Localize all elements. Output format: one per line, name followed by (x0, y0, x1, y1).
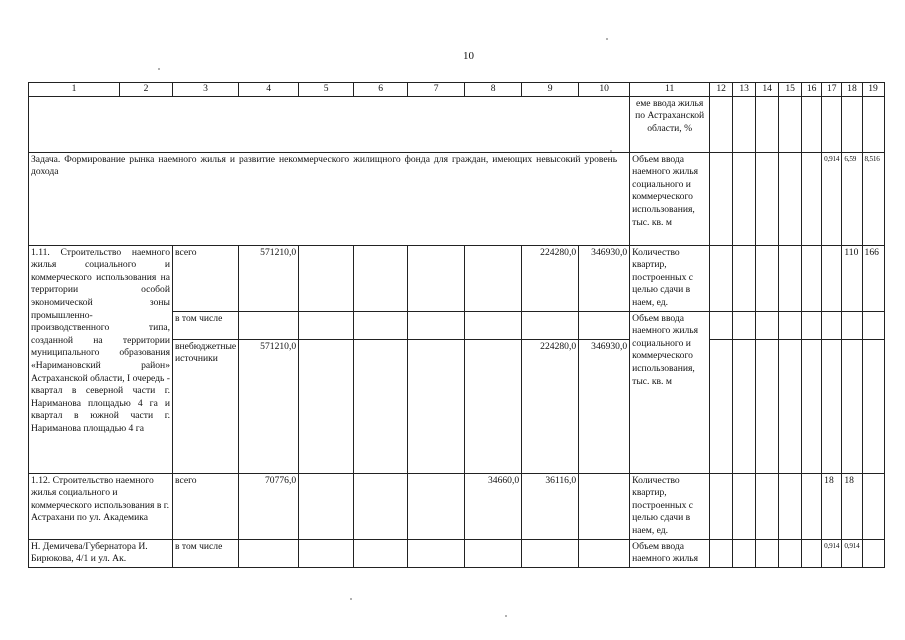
empty-cell (408, 473, 465, 539)
task-text: Задача. Формирование рынка наемного жилья и развитие некоммерческого жилищного фонда для граждан, имеющих невысокий уровень дохода (29, 152, 630, 245)
item-1-12-ind1-col18: 18 (842, 473, 862, 539)
item-1-11-indicator-2: Объем ввода наемного жилья социального и коммерческого использования, тыс. кв. м (630, 311, 710, 473)
empty-cell (862, 339, 884, 473)
empty-cell (408, 339, 465, 473)
col-number: 18 (842, 83, 862, 97)
empty-cell (822, 311, 842, 339)
empty-cell (779, 311, 802, 339)
item-1-12-total-col8: 34660,0 (465, 473, 522, 539)
task-value-18: 6,59 (842, 152, 862, 245)
item-1-11-extra-col4: 571210,0 (239, 339, 299, 473)
empty-cell (779, 339, 802, 473)
empty-cell (779, 245, 802, 311)
item-1-11-ind1-col19: 166 (862, 245, 884, 311)
empty-cell (408, 311, 465, 339)
empty-cell (756, 245, 779, 311)
empty-cell (862, 539, 884, 567)
col-number: 15 (779, 83, 802, 97)
empty-cell (733, 96, 756, 152)
empty-cell (710, 339, 733, 473)
item-1-12-incl-row (29, 539, 885, 567)
item-1-12-name: 1.12. Строительство наемного жилья социального и коммерческого использования в г. Астрахани по ул. Академика (29, 473, 173, 539)
empty-cell (299, 245, 354, 311)
empty-cell (299, 339, 354, 473)
empty-cell (756, 339, 779, 473)
empty-cell (710, 539, 733, 567)
item-1-11-total-col10: 346930,0 (579, 245, 630, 311)
col-number: 17 (822, 83, 842, 97)
col-number: 8 (465, 83, 522, 97)
empty-cell (465, 539, 522, 567)
empty-cell (354, 311, 408, 339)
empty-cell (710, 473, 733, 539)
empty-cell (408, 245, 465, 311)
item-1-12-source-total: всего (173, 473, 239, 539)
item-1-12-name-cont: Н. Демичева/Губернатора И. Бирюкова, 4/1 и ул. Ак. (29, 539, 173, 567)
empty-cell (842, 96, 862, 152)
empty-cell (239, 539, 299, 567)
empty-cell (802, 339, 822, 473)
empty-cell (354, 539, 408, 567)
item-1-12-ind1-col17: 18 (822, 473, 842, 539)
empty-cell (822, 339, 842, 473)
item-1-12-indicator-1: Количество квартир, построенных с целью сдачи в наем, ед. (630, 473, 710, 539)
empty-cell (579, 473, 630, 539)
item-1-12-ind2-col18: 0,914 (842, 539, 862, 567)
empty-cell (733, 473, 756, 539)
empty-cell (465, 245, 522, 311)
column-number-row (29, 83, 885, 97)
col-number: 14 (756, 83, 779, 97)
col-number: 9 (522, 83, 579, 97)
empty-cell (779, 473, 802, 539)
empty-cell (299, 311, 354, 339)
col-number: 7 (408, 83, 465, 97)
empty-cell (579, 539, 630, 567)
empty-cell (802, 152, 822, 245)
page-number: 10 (463, 50, 474, 62)
empty-cell (354, 339, 408, 473)
empty-cell (465, 339, 522, 473)
empty-cell (756, 311, 779, 339)
empty-cell (733, 339, 756, 473)
col-number: 11 (630, 83, 710, 97)
empty-cell (842, 311, 862, 339)
empty-cell (862, 96, 884, 152)
scan-speck (606, 38, 608, 40)
empty-cell (802, 96, 822, 152)
item-1-12-indicator-2: Объем ввода наемного жилья (630, 539, 710, 567)
col-number: 19 (862, 83, 884, 97)
col-number: 5 (299, 83, 354, 97)
col-number: 2 (120, 83, 173, 97)
empty-cell (733, 152, 756, 245)
scan-speck (158, 68, 160, 70)
item-1-11-extra-col10: 346930,0 (579, 339, 630, 473)
empty-cell (299, 473, 354, 539)
empty-cell (842, 339, 862, 473)
empty-cell (710, 311, 733, 339)
col-number: 4 (239, 83, 299, 97)
empty-cell (822, 96, 842, 152)
empty-cell (522, 539, 579, 567)
col-number: 3 (173, 83, 239, 97)
scan-speck (610, 150, 612, 152)
item-1-11-ind1-col18: 110 (842, 245, 862, 311)
empty-cell (465, 311, 522, 339)
empty-cell (779, 152, 802, 245)
empty-cell (354, 245, 408, 311)
task-value-17: 0,914 (822, 152, 842, 245)
scan-speck (505, 615, 507, 617)
program-table (28, 82, 885, 568)
col-number: 10 (579, 83, 630, 97)
item-1-11-indicator-1: Количество квартир, построенных с целью сдачи в наем, ед. (630, 245, 710, 311)
empty-cell (239, 311, 299, 339)
empty-cell (756, 539, 779, 567)
item-1-11-source-incl: в том числе (173, 311, 239, 339)
col-number: 12 (710, 83, 733, 97)
empty-cell (862, 473, 884, 539)
empty-cell (802, 245, 822, 311)
empty-cell (733, 245, 756, 311)
task-value-19: 8,516 (862, 152, 884, 245)
empty-cell (299, 539, 354, 567)
empty-cell (756, 152, 779, 245)
item-1-11-source-total: всего (173, 245, 239, 311)
col-number: 13 (733, 83, 756, 97)
task-row (29, 152, 885, 245)
col-number: 16 (802, 83, 822, 97)
item-1-12-total-col9: 36116,0 (522, 473, 579, 539)
empty-cell (408, 539, 465, 567)
item-1-11-name: 1.11. Строительство наемного жилья социального и коммерческого использования на территории особой экономической зоны промышленно-производственного типа, созданной на территории муниципального образования «Наримановский район» Астраханской области, I очередь - квартал в северной части г. Нариманова площадью 4 га и квартал в южной части г. Нариманова площадью 4 га (29, 245, 173, 473)
item-1-11-total-row (29, 245, 885, 311)
empty-cell (710, 152, 733, 245)
empty-cell (756, 473, 779, 539)
item-1-12-total-row (29, 473, 885, 539)
col-number: 1 (29, 83, 120, 97)
empty-cell (756, 96, 779, 152)
empty-cell (779, 539, 802, 567)
item-1-12-source-incl: в том числе (173, 539, 239, 567)
empty-cell (710, 96, 733, 152)
empty-cell (862, 311, 884, 339)
empty-cell (779, 96, 802, 152)
empty-cell (522, 311, 579, 339)
col-number: 6 (354, 83, 408, 97)
empty-cell (733, 311, 756, 339)
continuation-empty-cell (29, 96, 630, 152)
item-1-11-source-extra: внебюджетные источники (173, 339, 239, 473)
item-1-11-total-col9: 224280,0 (522, 245, 579, 311)
continuation-row (29, 96, 885, 152)
empty-cell (579, 311, 630, 339)
scan-speck (350, 598, 352, 600)
empty-cell (802, 311, 822, 339)
item-1-11-extra-col9: 224280,0 (522, 339, 579, 473)
item-1-12-total-col4: 70776,0 (239, 473, 299, 539)
empty-cell (354, 473, 408, 539)
item-1-12-ind2-col17: 0,914 (822, 539, 842, 567)
continuation-indicator: еме ввода жилья по Астраханской области, % (630, 96, 710, 152)
task-indicator: Объем ввода наемного жилья социального и коммерческого использования, тыс. кв. м (630, 152, 710, 245)
empty-cell (710, 245, 733, 311)
empty-cell (733, 539, 756, 567)
empty-cell (802, 473, 822, 539)
empty-cell (802, 539, 822, 567)
empty-cell (822, 245, 842, 311)
item-1-11-total-col4: 571210,0 (239, 245, 299, 311)
